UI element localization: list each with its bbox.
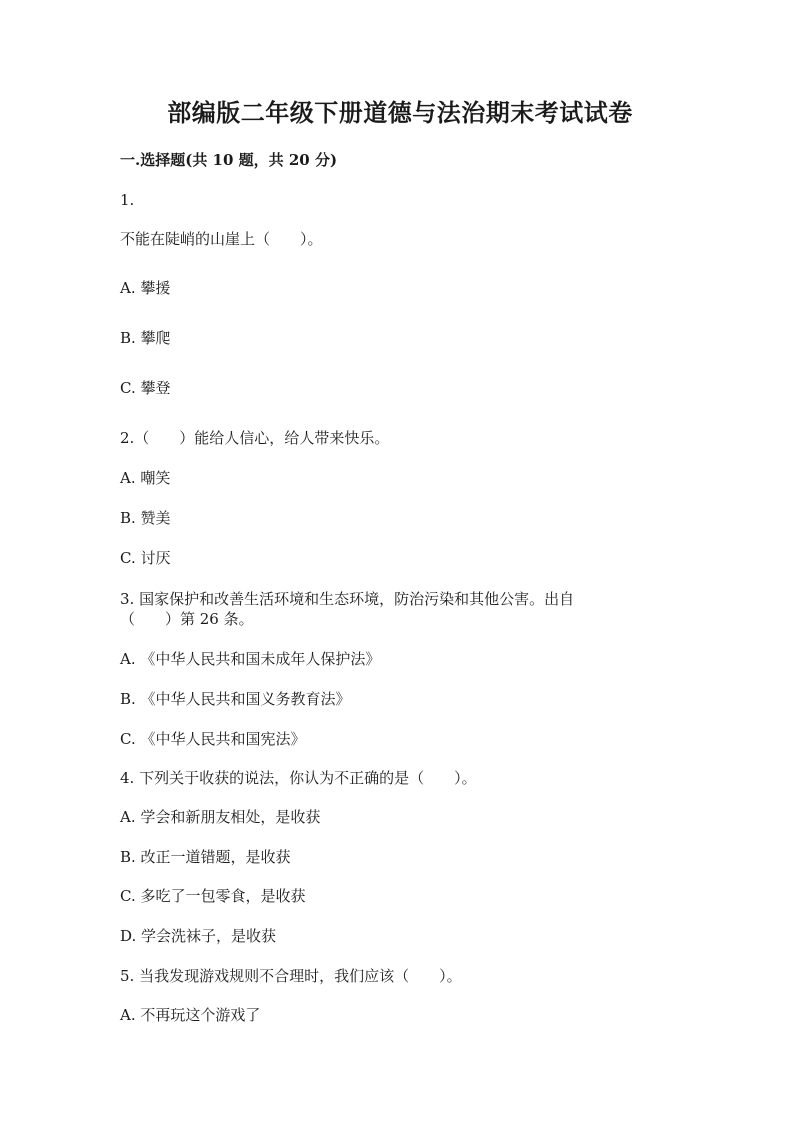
question-stem: 2.（ ）能给人信心，给人带来快乐。	[120, 429, 390, 447]
page-title: 部编版二年级下册道德与法治期末考试试卷	[167, 98, 633, 127]
question-stem-continued: （ ）第 26 条。	[120, 610, 254, 628]
option-a: A. 《中华人民共和国未成年人保护法》	[120, 650, 381, 668]
question-stem: 5. 当我发现游戏规则不合理时，我们应该（ ）。	[120, 967, 462, 985]
option-b: B. 攀爬	[120, 329, 171, 347]
option-d: D. 学会洗袜子，是收获	[120, 927, 277, 945]
option-c: C. 多吃了一包零食，是收获	[120, 887, 306, 905]
question-stem: 不能在陡峭的山崖上（ ）。	[120, 230, 323, 248]
question-stem: 4. 下列关于收获的说法，你认为不正确的是（ ）。	[120, 769, 477, 787]
option-c: C. 攀登	[120, 379, 171, 397]
option-c: C. 讨厌	[120, 549, 171, 567]
option-b: B. 赞美	[120, 509, 171, 527]
question-number: 1.	[120, 191, 135, 209]
question-stem: 3. 国家保护和改善生活环境和生态环境，防治污染和其他公害。出自	[120, 590, 575, 608]
option-a: A. 学会和新朋友相处，是收获	[120, 808, 321, 826]
option-a: A. 嘲笑	[120, 469, 171, 487]
option-c: C. 《中华人民共和国宪法》	[120, 730, 306, 748]
option-b: B. 《中华人民共和国义务教育法》	[120, 690, 351, 708]
option-b: B. 改正一道错题，是收获	[120, 848, 291, 866]
section-heading: 一.选择题(共 10 题，共 20 分)	[120, 151, 338, 169]
option-a: A. 攀援	[120, 279, 171, 297]
option-a: A. 不再玩这个游戏了	[120, 1006, 261, 1024]
